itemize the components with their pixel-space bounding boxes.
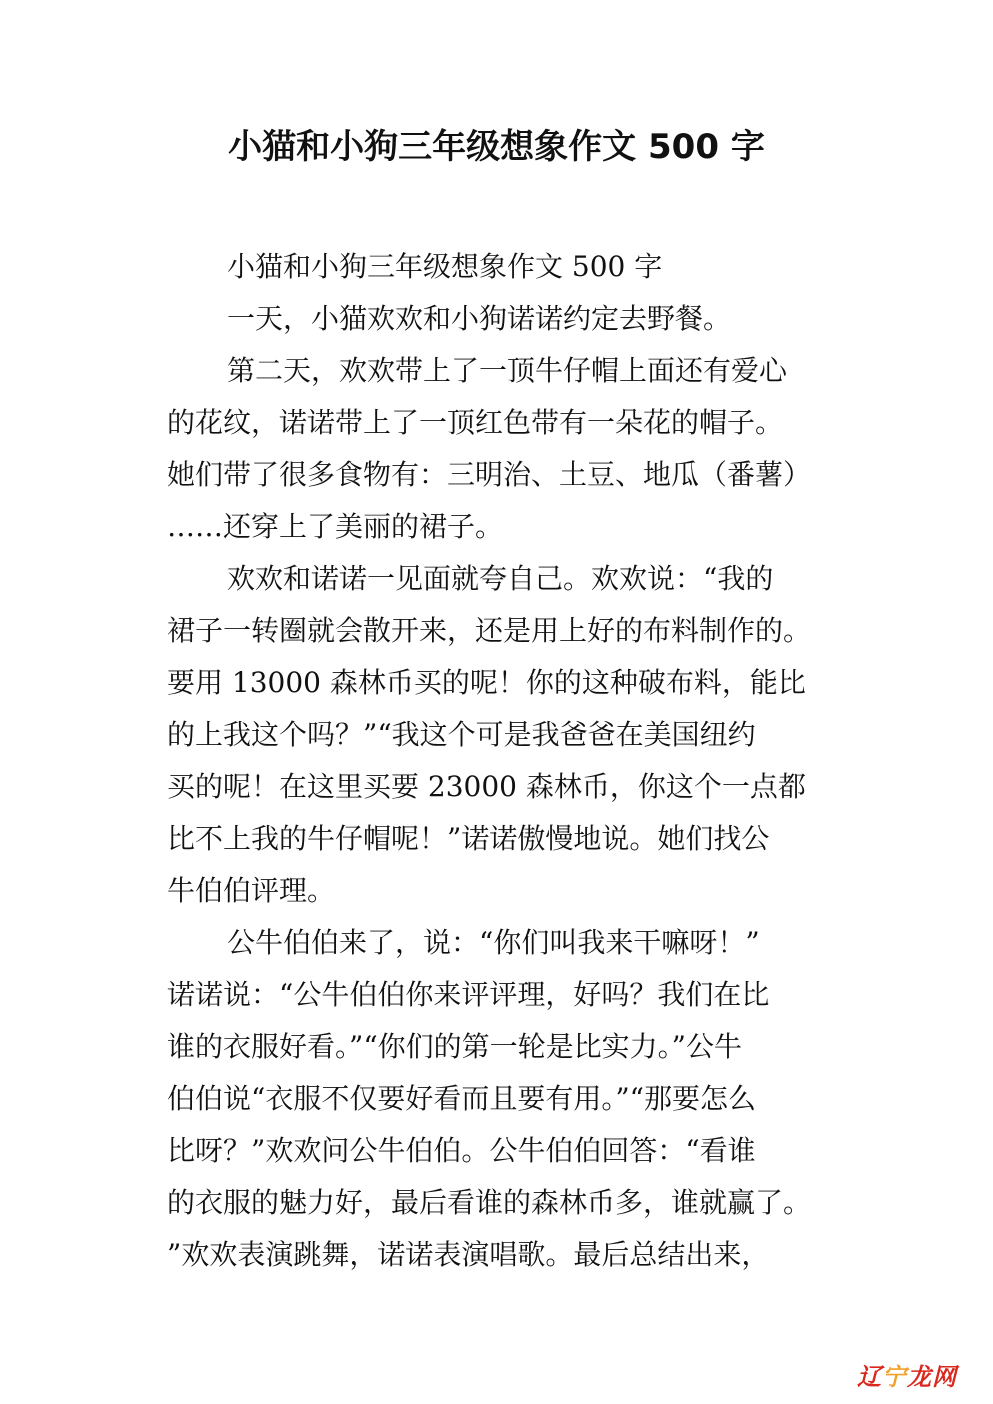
- watermark-part: 龙网: [907, 1362, 957, 1391]
- text-line: 第二天，欢欢带上了一顶牛仔帽上面还有爱心: [227, 354, 788, 387]
- text-line: 欢欢和诺诺一见面就夸自己。欢欢说：“我的: [227, 562, 774, 595]
- text-line: 谁的衣服好看。”“你们的第一轮是比实力。”公牛: [167, 1030, 742, 1063]
- text-line: 买的呢！在这里买要 23000 森林币，你这个一点都: [167, 770, 806, 803]
- document-title: 小猫和小狗三年级想象作文 500 字: [228, 127, 765, 167]
- text-line: 牛伯伯评理。: [167, 874, 336, 907]
- text-line: 伯伯说“衣服不仅要好看而且要有用。”“那要怎么: [167, 1082, 756, 1115]
- watermark-part: 宁: [882, 1362, 907, 1391]
- text-line: 一天，小猫欢欢和小狗诺诺约定去野餐。: [227, 302, 732, 335]
- text-line: 小猫和小狗三年级想象作文 500 字: [227, 250, 663, 283]
- text-line: 诺诺说：“公牛伯伯你来评评理，好吗？我们在比: [167, 978, 770, 1011]
- text-line: 的花纹，诺诺带上了一顶红色带有一朵花的帽子。: [167, 406, 784, 439]
- text-line: 她们带了很多食物有：三明治、土豆、地瓜（番薯）: [167, 458, 812, 491]
- site-watermark-logo: [857, 1357, 957, 1391]
- text-line: ”欢欢表演跳舞，诺诺表演唱歌。最后总结出来，: [167, 1238, 770, 1271]
- text-line: 比呀？”欢欢问公牛伯伯。公牛伯伯回答：“看谁: [167, 1134, 756, 1167]
- text-line: ……还穿上了美丽的裙子。: [167, 510, 504, 543]
- text-line: 比不上我的牛仔帽呢！”诺诺傲慢地说。她们找公: [167, 822, 770, 855]
- watermark-part: 辽: [857, 1362, 882, 1391]
- text-line: 裙子一转圈就会散开来，还是用上好的布料制作的。: [167, 614, 812, 647]
- text-line: 的上我这个吗？”“我这个可是我爸爸在美国纽约: [167, 718, 756, 751]
- text-line: 要用 13000 森林币买的呢！你的这种破布料，能比: [167, 666, 806, 699]
- text-line: 公牛伯伯来了，说：“你们叫我来干嘛呀！”: [227, 926, 760, 959]
- text-line: 的衣服的魅力好，最后看谁的森林币多，谁就赢了。: [167, 1186, 812, 1219]
- document-body: [167, 241, 847, 1281]
